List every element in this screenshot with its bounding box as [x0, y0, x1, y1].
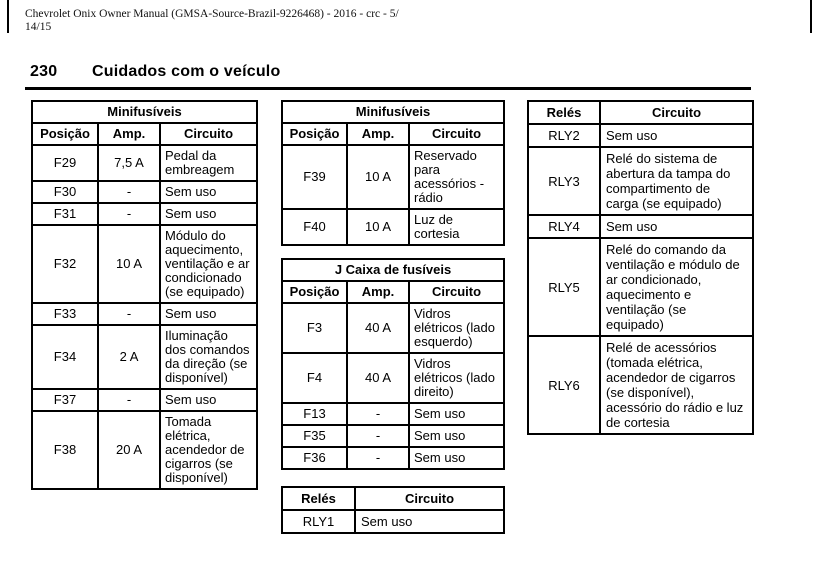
table-row: [282, 303, 504, 353]
amp-cell: 20 A: [98, 411, 160, 489]
crop-mark-left: [7, 0, 9, 33]
amp-cell: -: [98, 389, 160, 411]
table-row: [528, 238, 753, 336]
j-fusebox-table: [281, 258, 505, 470]
table-title: Minifusíveis: [32, 101, 257, 123]
table-row: [32, 181, 257, 203]
amp-cell: -: [347, 447, 409, 469]
document-header-line1: Chevrolet Onix Owner Manual (GMSA-Source-Brazil-9226468) - 2016 - crc - 5/: [25, 8, 399, 20]
table-row: [282, 145, 504, 209]
circuit-cell: Vidros elétricos (lado direito): [409, 353, 504, 403]
column-left: [31, 100, 258, 490]
circuit-cell: Sem uso: [409, 447, 504, 469]
relay-position-cell: RLY4: [528, 215, 600, 238]
table-row: [528, 336, 753, 434]
position-cell: F29: [32, 145, 98, 181]
position-cell: F4: [282, 353, 347, 403]
relay-table-middle: [281, 486, 505, 534]
position-cell: F32: [32, 225, 98, 303]
amp-cell: 10 A: [347, 145, 409, 209]
circuit-cell: Sem uso: [409, 403, 504, 425]
relay-circuit-cell: Sem uso: [600, 124, 753, 147]
position-cell: F13: [282, 403, 347, 425]
table-row: [528, 215, 753, 238]
circuit-cell: Luz de cortesia: [409, 209, 504, 245]
header-amp: Amp.: [347, 123, 409, 145]
amp-cell: -: [98, 303, 160, 325]
amp-cell: -: [98, 181, 160, 203]
position-cell: F33: [32, 303, 98, 325]
table-row: [282, 209, 504, 245]
circuit-cell: Sem uso: [160, 181, 257, 203]
page-header: [30, 63, 280, 81]
amp-cell: 10 A: [347, 209, 409, 245]
table-header-row: [282, 487, 504, 510]
header-amp: Amp.: [98, 123, 160, 145]
relay-circuit-cell: Sem uso: [355, 510, 504, 533]
position-cell: F36: [282, 447, 347, 469]
table-row: [32, 411, 257, 489]
circuit-cell: Sem uso: [160, 203, 257, 225]
title-divider: [25, 87, 751, 90]
table-title-row: [32, 101, 257, 123]
header-circuit: Circuito: [160, 123, 257, 145]
header-circuit: Circuito: [409, 123, 504, 145]
header-amp: Amp.: [347, 281, 409, 303]
circuit-cell: Tomada elétrica, acendedor de cigarros (se disponível): [160, 411, 257, 489]
circuit-cell: Módulo do aquecimento, ventilação e ar condicionado (se equipado): [160, 225, 257, 303]
amp-cell: -: [347, 425, 409, 447]
header-relay: Relés: [528, 101, 600, 124]
table-title-row: [282, 259, 504, 281]
document-header-line2: 14/15: [25, 21, 52, 33]
page-title: Cuidados com o veículo: [92, 63, 281, 80]
table-row: [32, 145, 257, 181]
header-position: Posição: [282, 123, 347, 145]
table-row: [528, 124, 753, 147]
amp-cell: 10 A: [98, 225, 160, 303]
circuit-cell: Reservado para acessórios - rádio: [409, 145, 504, 209]
relay-circuit-cell: Sem uso: [600, 215, 753, 238]
circuit-cell: Iluminação dos comandos da direção (se disponível): [160, 325, 257, 389]
table-header-row: [282, 281, 504, 303]
header-position: Posição: [282, 281, 347, 303]
table-title: J Caixa de fusíveis: [282, 259, 504, 281]
table-row: [282, 353, 504, 403]
crop-mark-right: [810, 0, 812, 33]
table-row: [32, 389, 257, 411]
relay-circuit-cell: Relé do comando da ventilação e módulo de ar condicionado, aquecimento e ventilação (se equipado): [600, 238, 753, 336]
amp-cell: 2 A: [98, 325, 160, 389]
relay-position-cell: RLY6: [528, 336, 600, 434]
table-header-row: [32, 123, 257, 145]
amp-cell: -: [347, 403, 409, 425]
relay-table-right: [527, 100, 754, 435]
circuit-cell: Sem uso: [160, 389, 257, 411]
relay-circuit-cell: Relé do sistema de abertura da tampa do compartimento de carga (se equipado): [600, 147, 753, 215]
column-middle: [281, 100, 505, 534]
minifuses-table-middle: [281, 100, 505, 246]
relay-position-cell: RLY1: [282, 510, 355, 533]
page-number: 230: [30, 63, 58, 80]
circuit-cell: Vidros elétricos (lado esquerdo): [409, 303, 504, 353]
amp-cell: 40 A: [347, 303, 409, 353]
position-cell: F35: [282, 425, 347, 447]
position-cell: F38: [32, 411, 98, 489]
circuit-cell: Sem uso: [409, 425, 504, 447]
circuit-cell: Sem uso: [160, 303, 257, 325]
table-title: Minifusíveis: [282, 101, 504, 123]
position-cell: F37: [32, 389, 98, 411]
amp-cell: -: [98, 203, 160, 225]
table-row: [282, 510, 504, 533]
document-header: [25, 8, 399, 34]
table-header-row: [528, 101, 753, 124]
table-row: [32, 203, 257, 225]
table-row: [282, 403, 504, 425]
amp-cell: 7,5 A: [98, 145, 160, 181]
position-cell: F39: [282, 145, 347, 209]
header-position: Posição: [32, 123, 98, 145]
header-relay: Relés: [282, 487, 355, 510]
relay-position-cell: RLY3: [528, 147, 600, 215]
position-cell: F30: [32, 181, 98, 203]
table-row: [32, 325, 257, 389]
relay-position-cell: RLY2: [528, 124, 600, 147]
table-row: [32, 225, 257, 303]
position-cell: F40: [282, 209, 347, 245]
position-cell: F3: [282, 303, 347, 353]
header-circuit: Circuito: [409, 281, 504, 303]
table-row: [282, 447, 504, 469]
column-right: [527, 100, 754, 435]
table-row: [32, 303, 257, 325]
header-circuit: Circuito: [600, 101, 753, 124]
position-cell: F31: [32, 203, 98, 225]
table-row: [528, 147, 753, 215]
position-cell: F34: [32, 325, 98, 389]
relay-circuit-cell: Relé de acessórios (tomada elétrica, acendedor de cigarros (se disponível), acessório do rádio e luz de cortesia: [600, 336, 753, 434]
table-header-row: [282, 123, 504, 145]
table-title-row: [282, 101, 504, 123]
relay-position-cell: RLY5: [528, 238, 600, 336]
table-row: [282, 425, 504, 447]
header-circuit: Circuito: [355, 487, 504, 510]
minifuses-table-left: [31, 100, 258, 490]
circuit-cell: Pedal da embreagem: [160, 145, 257, 181]
amp-cell: 40 A: [347, 353, 409, 403]
